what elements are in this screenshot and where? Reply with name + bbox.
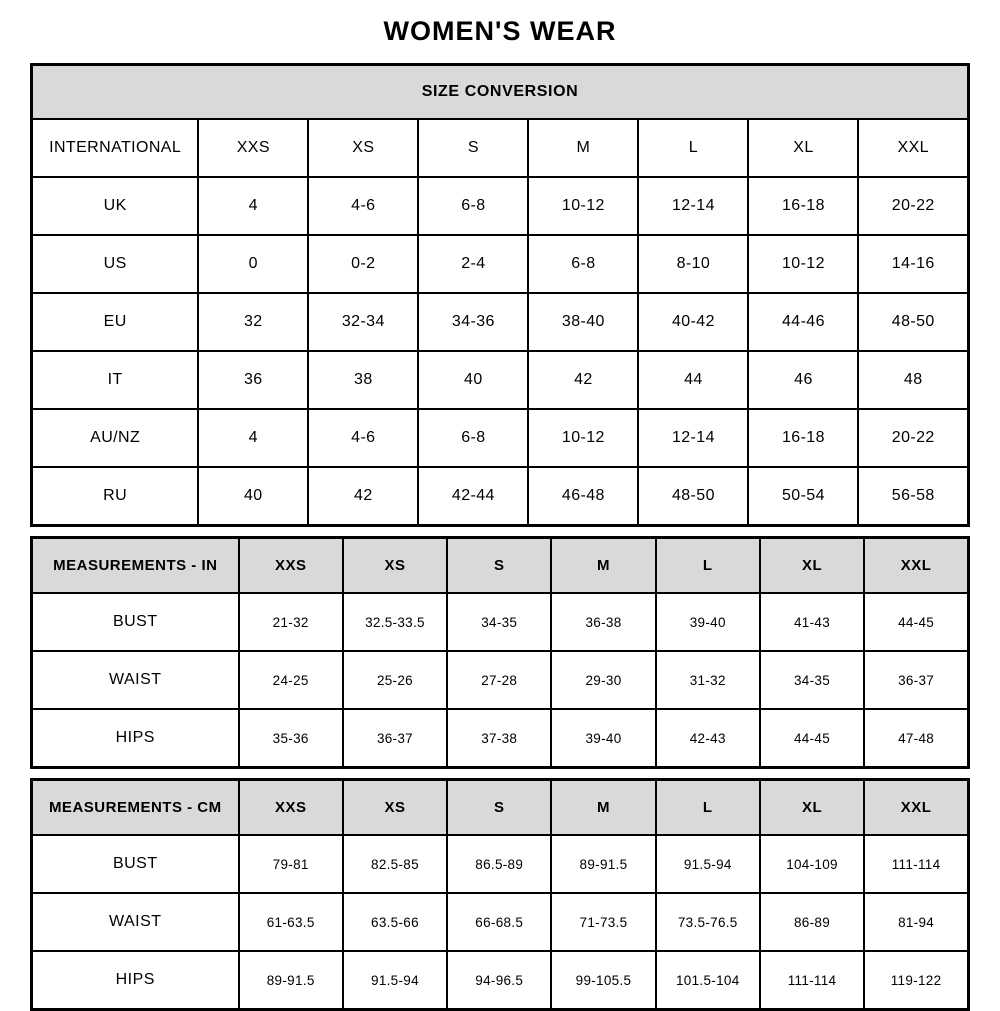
measurement-value-cell: 63.5-66 — [343, 893, 447, 951]
measurement-value-cell: 89-91.5 — [239, 951, 343, 1010]
column-header-row — [32, 119, 969, 177]
size-value-cell: 38-40 — [528, 293, 638, 351]
measurement-row-label: HIPS — [32, 709, 239, 768]
size-column-header: XS — [343, 780, 447, 836]
size-value-cell: 10-12 — [528, 177, 638, 235]
region-row-label: AU/NZ — [32, 409, 199, 467]
table-row — [32, 593, 969, 651]
measurement-value-cell: 81-94 — [864, 893, 968, 951]
size-column-header: XL — [760, 538, 864, 594]
size-value-cell: 40 — [418, 351, 528, 409]
table-row — [32, 467, 969, 526]
size-value-cell: 20-22 — [858, 409, 968, 467]
size-column-header: XS — [343, 538, 447, 594]
size-value-cell: 48-50 — [858, 293, 968, 351]
measurement-value-cell: 99-105.5 — [551, 951, 655, 1010]
measurement-value-cell: 32.5-33.5 — [343, 593, 447, 651]
measurement-value-cell: 42-43 — [656, 709, 760, 768]
region-row-label: EU — [32, 293, 199, 351]
size-conversion-header: SIZE CONVERSION — [32, 65, 969, 120]
measurement-value-cell: 34-35 — [760, 651, 864, 709]
size-value-cell: 42 — [528, 351, 638, 409]
size-value-cell: 40 — [198, 467, 308, 526]
size-value-cell: 4 — [198, 177, 308, 235]
size-column-header: XL — [760, 780, 864, 836]
size-value-cell: 16-18 — [748, 177, 858, 235]
measurement-value-cell: 61-63.5 — [239, 893, 343, 951]
size-column-header: S — [447, 780, 551, 836]
size-value-cell: 4-6 — [308, 177, 418, 235]
measurement-row-label: WAIST — [32, 893, 239, 951]
measurement-value-cell: 47-48 — [864, 709, 968, 768]
size-value-cell: 34-36 — [418, 293, 528, 351]
measurements-cm-table — [30, 778, 970, 1011]
size-value-cell: 40-42 — [638, 293, 748, 351]
measurement-value-cell: 79-81 — [239, 835, 343, 893]
size-value-cell: 14-16 — [858, 235, 968, 293]
size-value-cell: 42 — [308, 467, 418, 526]
size-value-cell: 48-50 — [638, 467, 748, 526]
international-column-header: INTERNATIONAL — [32, 119, 199, 177]
size-column-header: L — [656, 780, 760, 836]
measurement-value-cell: 119-122 — [864, 951, 968, 1010]
measurement-row-label: HIPS — [32, 951, 239, 1010]
size-value-cell: 44 — [638, 351, 748, 409]
size-column-header: XXL — [864, 538, 968, 594]
page-title: WOMEN'S WEAR — [383, 16, 617, 46]
measurements-header: MEASUREMENTS - IN — [32, 538, 239, 594]
table-row — [32, 651, 969, 709]
table-row — [32, 293, 969, 351]
region-row-label: UK — [32, 177, 199, 235]
size-value-cell: 0-2 — [308, 235, 418, 293]
size-column-header: XXL — [858, 119, 968, 177]
size-column-header: M — [528, 119, 638, 177]
size-value-cell: 36 — [198, 351, 308, 409]
measurement-row-label: BUST — [32, 835, 239, 893]
region-row-label: IT — [32, 351, 199, 409]
size-value-cell: 4 — [198, 409, 308, 467]
measurement-value-cell: 91.5-94 — [656, 835, 760, 893]
size-value-cell: 38 — [308, 351, 418, 409]
measurement-value-cell: 36-37 — [343, 709, 447, 768]
size-column-header: XXL — [864, 780, 968, 836]
measurement-value-cell: 66-68.5 — [447, 893, 551, 951]
size-column-header: S — [418, 119, 528, 177]
measurement-value-cell: 31-32 — [656, 651, 760, 709]
measurement-value-cell: 27-28 — [447, 651, 551, 709]
size-value-cell: 0 — [198, 235, 308, 293]
table-row — [32, 835, 969, 893]
size-column-header: S — [447, 538, 551, 594]
measurement-row-label: WAIST — [32, 651, 239, 709]
table-row — [32, 177, 969, 235]
table-row — [32, 409, 969, 467]
size-conversion-banner-row — [32, 65, 969, 120]
measurement-value-cell: 36-37 — [864, 651, 968, 709]
size-column-header: XXS — [239, 538, 343, 594]
measurement-value-cell: 86.5-89 — [447, 835, 551, 893]
table-row — [32, 351, 969, 409]
size-value-cell: 48 — [858, 351, 968, 409]
size-value-cell: 42-44 — [418, 467, 528, 526]
measurement-value-cell: 111-114 — [760, 951, 864, 1010]
size-value-cell: 32-34 — [308, 293, 418, 351]
table-row — [32, 235, 969, 293]
measurement-value-cell: 39-40 — [656, 593, 760, 651]
measurements-header-row — [32, 538, 969, 594]
size-value-cell: 4-6 — [308, 409, 418, 467]
measurement-value-cell: 34-35 — [447, 593, 551, 651]
measurement-row-label: BUST — [32, 593, 239, 651]
measurement-value-cell: 89-91.5 — [551, 835, 655, 893]
table-row — [32, 893, 969, 951]
size-column-header: L — [638, 119, 748, 177]
measurement-value-cell: 41-43 — [760, 593, 864, 651]
size-value-cell: 10-12 — [748, 235, 858, 293]
measurement-value-cell: 104-109 — [760, 835, 864, 893]
region-row-label: RU — [32, 467, 199, 526]
size-conversion-table — [30, 63, 970, 527]
table-row — [32, 709, 969, 768]
size-value-cell: 6-8 — [418, 177, 528, 235]
size-value-cell: 50-54 — [748, 467, 858, 526]
measurement-value-cell: 29-30 — [551, 651, 655, 709]
measurement-value-cell: 39-40 — [551, 709, 655, 768]
measurement-value-cell: 24-25 — [239, 651, 343, 709]
size-column-header: XXS — [198, 119, 308, 177]
size-column-header: XS — [308, 119, 418, 177]
size-value-cell: 46-48 — [528, 467, 638, 526]
measurement-value-cell: 21-32 — [239, 593, 343, 651]
size-column-header: M — [551, 780, 655, 836]
size-value-cell: 20-22 — [858, 177, 968, 235]
table-spacer — [30, 527, 970, 536]
measurement-value-cell: 73.5-76.5 — [656, 893, 760, 951]
table-row — [32, 951, 969, 1010]
region-row-label: US — [32, 235, 199, 293]
size-value-cell: 16-18 — [748, 409, 858, 467]
measurements-header: MEASUREMENTS - CM — [32, 780, 239, 836]
measurement-value-cell: 35-36 — [239, 709, 343, 768]
size-value-cell: 8-10 — [638, 235, 748, 293]
size-value-cell: 2-4 — [418, 235, 528, 293]
size-value-cell: 6-8 — [418, 409, 528, 467]
measurement-value-cell: 25-26 — [343, 651, 447, 709]
measurement-value-cell: 36-38 — [551, 593, 655, 651]
size-column-header: XXS — [239, 780, 343, 836]
size-value-cell: 46 — [748, 351, 858, 409]
size-value-cell: 6-8 — [528, 235, 638, 293]
measurement-value-cell: 82.5-85 — [343, 835, 447, 893]
measurement-value-cell: 111-114 — [864, 835, 968, 893]
measurement-value-cell: 37-38 — [447, 709, 551, 768]
size-value-cell: 12-14 — [638, 177, 748, 235]
size-column-header: M — [551, 538, 655, 594]
size-value-cell: 44-46 — [748, 293, 858, 351]
size-value-cell: 12-14 — [638, 409, 748, 467]
measurement-value-cell: 44-45 — [760, 709, 864, 768]
measurement-value-cell: 71-73.5 — [551, 893, 655, 951]
measurement-value-cell: 94-96.5 — [447, 951, 551, 1010]
measurement-value-cell: 101.5-104 — [656, 951, 760, 1010]
measurement-value-cell: 91.5-94 — [343, 951, 447, 1010]
measurement-value-cell: 86-89 — [760, 893, 864, 951]
size-column-header: XL — [748, 119, 858, 177]
size-value-cell: 32 — [198, 293, 308, 351]
table-spacer — [30, 769, 970, 778]
size-column-header: L — [656, 538, 760, 594]
measurements-header-row — [32, 780, 969, 836]
size-value-cell: 10-12 — [528, 409, 638, 467]
measurements-in-table — [30, 536, 970, 769]
size-value-cell: 56-58 — [858, 467, 968, 526]
measurement-value-cell: 44-45 — [864, 593, 968, 651]
